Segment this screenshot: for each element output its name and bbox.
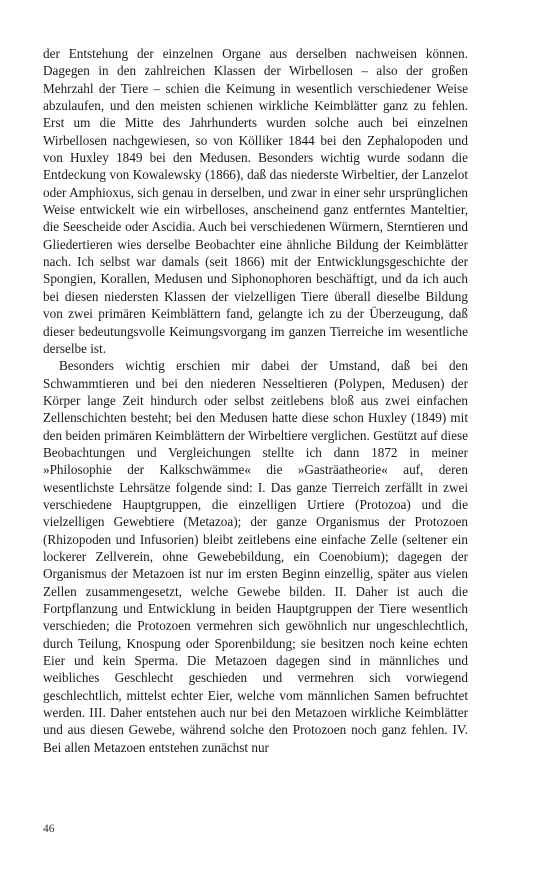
page-number: 46: [43, 823, 55, 835]
paragraph-gastraea-theory: Besonders wichtig erschien mir dabei der Umstand, daß bei den Schwammtieren und bei den niederen Nesseltieren (Polypen, Medusen) der Körper lange Zeit hindurch oder selbst zeitlebens bloß aus zwei einfachen Zellenschichten besteht; bei den Medusen hatte diese schon Huxley (1849) mit den beiden primären Keimblättern der Wirbeltiere verglichen. Gestützt auf diese Beobachtungen und Vergleichungen stellte ich dann 1872 in meiner »Philosophie der Kalkschwämme« die »Gasträatheorie« auf, deren wesentlichste Lehrsätze folgende sind: I. Das ganze Tierreich zerfällt in zwei verschiedene Hauptgruppen, die einzelligen Urtiere (Protozoa) und die vielzelligen Gewebtiere (Metazoa); der ganze Organismus der Protozoen (Rhizopoden und Infusorien) bleibt zeitlebens eine einfache Zelle (seltener ein lockerer Zellverein, ohne Gewebebildung, ein Coenobium); dagegen der Organismus der Metazoen ist nur im ersten Beginn einzellig, später aus vielen Zellen zusammengesetzt, welche Gewebe bilden. II. Daher ist auch die Fortpflanzung und Entwicklung in beiden Hauptgruppen der Tiere wesentlich verschieden; die Protozoen vermehren sich gewöhnlich nur ungeschlechtlich, durch Teilung, Knospung oder Sporenbildung; sie besitzen noch keine echten Eier und kein Sperma. Die Metazoen dagegen sind in männliches und weibliches Geschlecht geschieden und vermehren sich vorwiegend geschlechtlich, mittelst echter Eier, welche vom männlichen Samen befruchtet werden. III. Daher entstehen auch nur bei den Metazoen wirkliche Keimblätter und aus diesen Gewebe, während solche den Protozoen noch ganz fehlen. IV. Bei allen Metazoen entstehen zunächst nur: [43, 358, 468, 755]
paragraph-continued: der Entstehung der einzelnen Organe aus derselben nachweisen können. Dagegen in den zahlreichen Klassen der Wirbellosen – also der großen Mehrzahl der Tiere – schien die Keimung in wesentlich verschiedener Weise abzulaufen, und den meisten schienen wirkliche Keimblätter ganz zu fehlen. Erst um die Mitte des Jahrhunderts wurden solche auch bei einzelnen Wirbellosen nachgewiesen, so von Kölliker 1844 bei den Zephalopoden und von Huxley 1849 bei den Medusen. Besonders wichtig wurde sodann die Entdeckung von Kowalewsky (1866), daß das niederste Wirbeltier, der Lanzelot oder Amphioxus, sich genau in derselben, und zwar in einer sehr ursprünglichen Weise entwickelt wie ein wirbelloses, anscheinend ganz entferntes Manteltier, die Seescheide oder Ascidia. Auch bei verschiedenen Würmern, Sterntieren und Gliedertieren wies derselbe Beobachter eine ähnliche Bildung der Keimblätter nach. Ich selbst war damals (seit 1866) mit der Entwicklungsgeschichte der Spongien, Korallen, Medusen und Siphonophoren beschäftigt, und da ich auch bei diesen niedersten Klassen der vielzelligen Tiere überall dieselbe Bildung von zwei primären Keimblättern fand, gelangte ich zu der Überzeugung, daß dieser bedeutungsvolle Keimungsvorgang im ganzen Tierreiche im wesentliche derselbe ist.: [43, 46, 468, 356]
page-body: [43, 45, 468, 756]
